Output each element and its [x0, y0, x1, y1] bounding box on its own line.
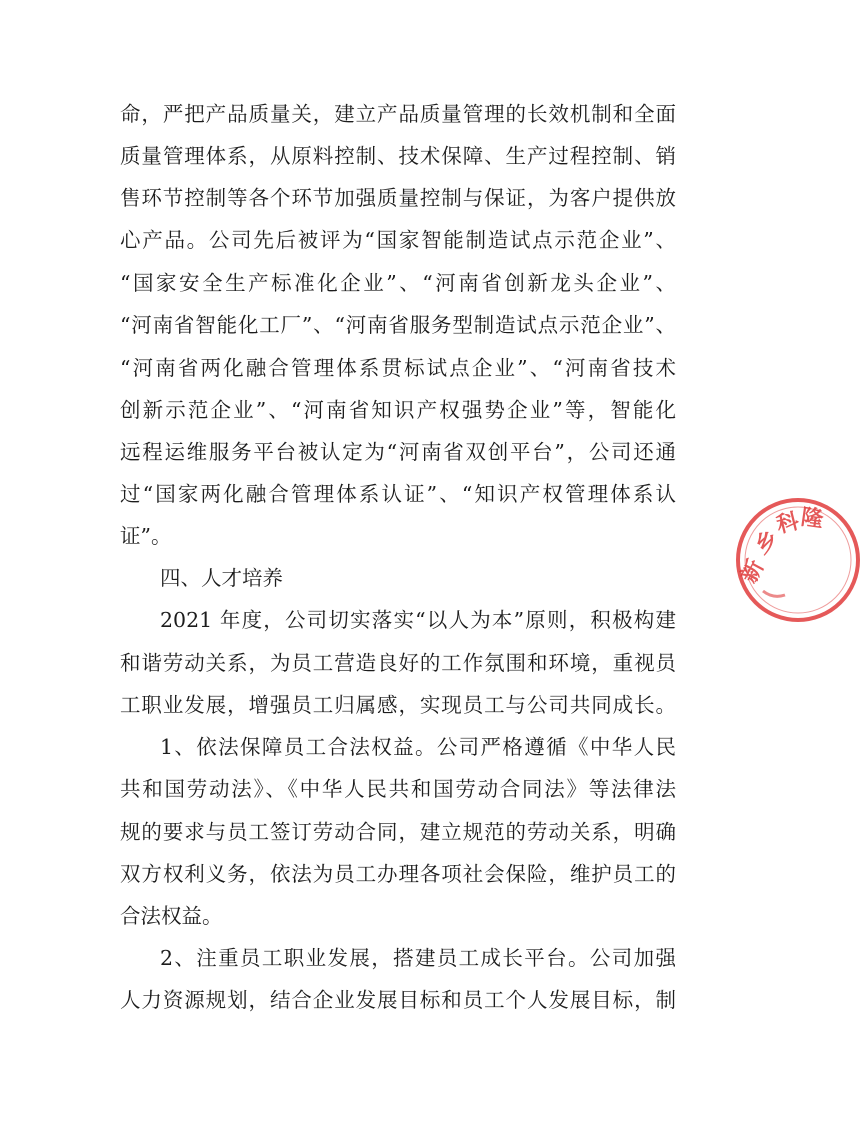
text-line: 和谐劳动关系，为员工营造良好的工作氛围和环境，重视员 [120, 651, 676, 675]
text-line: “河南省两化融合管理体系贯标试点企业”、“河南省技术 [120, 356, 676, 380]
paragraph-first-line: 2、注重员工职业发展，搭建员工成长平台。公司加强 [160, 946, 676, 970]
text-line: 工职业发展，增强员工归属感，实现员工与公司共同成长。 [120, 693, 676, 717]
svg-text:新: 新 [736, 555, 770, 588]
paragraph-first-line: 1、依法保障员工合法权益。公司严格遵循《中华人民 [160, 735, 676, 759]
text-line: 证”。 [120, 524, 172, 548]
text-line: 命，严把产品质量关，建立产品质量管理的长效机制和全面 [120, 102, 676, 126]
text-line: “河南省智能化工厂”、“河南省服务型制造试点示范企业”、 [120, 313, 676, 337]
text-line: 共和国劳动法》、《中华人民共和国劳动合同法》等法律法 [120, 777, 676, 801]
text-line: 过“国家两化融合管理体系认证”、“知识产权管理体系认 [120, 482, 676, 506]
text-line: 规的要求与员工签订劳动合同，建立规范的劳动关系，明确 [120, 820, 676, 844]
company-seal [733, 495, 863, 625]
svg-text:乡: 乡 [750, 525, 784, 560]
paragraph-first-line: 2021 年度，公司切实落实“以人为本”原则，积极构建 [160, 608, 676, 632]
text-line: 创新示范企业”、“河南省知识产权强势企业”等，智能化 [120, 398, 676, 422]
text-line: 人力资源规划，结合企业发展目标和员工个人发展目标，制 [120, 988, 676, 1012]
svg-text:科: 科 [773, 508, 802, 539]
text-line: 心产品。公司先后被评为“国家智能制造试点示范企业”、 [120, 228, 676, 252]
text-line: 质量管理体系，从原料控制、技术保障、生产过程控制、销 [120, 144, 676, 168]
text-line: 双方权利义务，依法为员工办理各项社会保险，维护员工的 [120, 862, 676, 886]
text-line: 售环节控制等各个环节加强质量控制与保证，为客户提供放 [120, 186, 676, 210]
svg-text:隆: 隆 [799, 504, 825, 533]
section-heading: 四、人才培养 [160, 566, 283, 590]
text-line: 合法权益。 [120, 904, 223, 928]
text-line: “国家安全生产标准化企业”、“河南省创新龙头企业”、 [120, 271, 676, 295]
text-line: 远程运维服务平台被认定为“河南省双创平台”，公司还通 [120, 440, 676, 464]
